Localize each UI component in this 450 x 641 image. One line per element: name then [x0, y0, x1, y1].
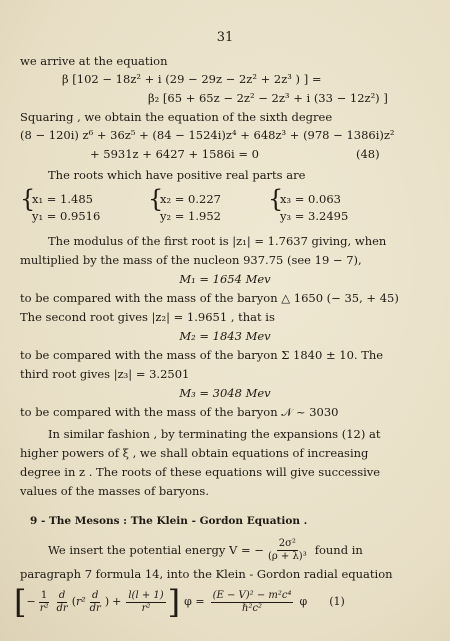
roots-group-1: { x₁ = 1.485 y₁ = 0.9516: [20, 185, 101, 223]
text-line: multiplied by the mass of the nucleon 937.75 (see 19 − 7),: [20, 253, 362, 267]
minus-sign: −: [26, 595, 36, 609]
fraction: [38, 590, 51, 615]
potential-fraction: [266, 538, 309, 563]
fraction-numerator: (E − V)² − m²c⁴: [212, 589, 292, 601]
klein-gordon-equation: [14, 583, 345, 621]
text-line: higher powers of ξ , we shall obtain equations of increasing: [20, 446, 369, 460]
fraction-denominator: r²: [141, 602, 151, 614]
text-line: paragraph 7 formula 14, into the Klein - Gordon radial equation: [20, 567, 393, 581]
equation-line: β [102 − 18z² + i (29 − 29z − 2z² + 2z³ ) ] =: [62, 72, 322, 86]
equation-number: (48): [356, 147, 380, 161]
text-line: The roots which have positive real parts are: [48, 168, 306, 182]
root-value: y₁ = 0.9516: [32, 209, 101, 223]
mass-formula: M₂ = 1843 Mev: [179, 329, 271, 343]
bracket-open: [: [14, 583, 27, 621]
root-value: x₁ = 1.485: [32, 192, 93, 206]
text-line: to be compared with the mass of the baryon 𝒩 ~ 3030: [20, 405, 339, 419]
equation-line: + 5931z + 6427 + 1586i = 0: [90, 147, 259, 161]
bracket-close: ]: [167, 583, 181, 621]
root-value: y₃ = 3.2495: [280, 209, 349, 223]
fraction-numerator: 1: [40, 589, 48, 601]
page-number: 31: [216, 30, 234, 45]
mass-formula: M₁ = 1654 Mev: [179, 272, 271, 286]
text-fragment: We insert the potential energy V = −: [48, 542, 264, 557]
fraction-denominator: (ρ + λ)³: [267, 551, 307, 562]
text-fragment: found in: [314, 542, 363, 557]
fraction-numerator: d: [92, 589, 99, 601]
root-value: x₃ = 0.063: [280, 192, 341, 206]
fraction-numerator: d: [58, 589, 66, 601]
fraction-denominator: ℏ²c²: [242, 602, 263, 614]
text-line: The second root gives |z₂| = 1.9651 , that is: [20, 310, 275, 324]
fraction-denominator: dr: [89, 602, 101, 614]
equation-line: (8 − 120i) z⁶ + 36z⁵ + (84 − 1524i)z⁴ + 648z³ + (978 − 1386i)z²: [20, 128, 395, 142]
fraction: [88, 590, 103, 615]
equation-line: β₂ [65 + 65z − 2z² − 2z³ + i (33 − 12z²) ]: [148, 91, 388, 105]
text-line: third root gives |z₃| = 3.2501: [20, 367, 190, 381]
text-line: to be compared with the mass of the baryon △ 1650 (− 35, + 45): [20, 291, 399, 305]
text-line: we arrive at the equation: [20, 54, 168, 68]
text-line: The modulus of the first root is |z₁| = 1.7637 giving, when: [48, 234, 387, 248]
roots-group-3: { x₃ = 0.063 y₃ = 3.2495: [268, 185, 349, 223]
fraction-numerator: l(l + 1): [128, 589, 164, 601]
phi-equals: φ =: [184, 595, 205, 609]
text-line: values of the masses of baryons.: [20, 484, 209, 498]
fraction-numerator: 2σ²: [278, 538, 296, 549]
fraction-denominator: dr: [56, 602, 68, 614]
fraction-denominator: r²: [39, 602, 49, 614]
root-value: x₂ = 0.227: [160, 192, 221, 206]
mass-formula: M₃ = 3048 Mev: [179, 386, 271, 400]
roots-group-2: { x₂ = 0.227 y₂ = 1.952: [148, 185, 221, 223]
paren-open: (: [71, 595, 76, 609]
section-heading: 9 - The Mesons : The Klein - Gordon Equation .: [30, 515, 308, 527]
paren-close: ): [104, 595, 110, 609]
plus-sign: +: [112, 595, 122, 609]
equation-number: (1): [329, 595, 345, 609]
fraction: [55, 590, 70, 615]
text-line: In similar fashion , by terminating the expansions (12) at: [48, 427, 381, 441]
fraction: [126, 590, 165, 615]
phi: φ: [299, 595, 308, 609]
fraction: [211, 590, 294, 615]
text-line: Squaring , we obtain the equation of the sixth degree: [20, 110, 333, 124]
text-line: to be compared with the mass of the baryon Σ 1840 ± 10. The: [20, 348, 384, 362]
text-line: [48, 538, 363, 563]
root-value: y₂ = 1.952: [160, 209, 221, 223]
text-line: degree in z . The roots of these equations will give successive: [20, 465, 381, 479]
r-squared: r²: [75, 595, 86, 609]
